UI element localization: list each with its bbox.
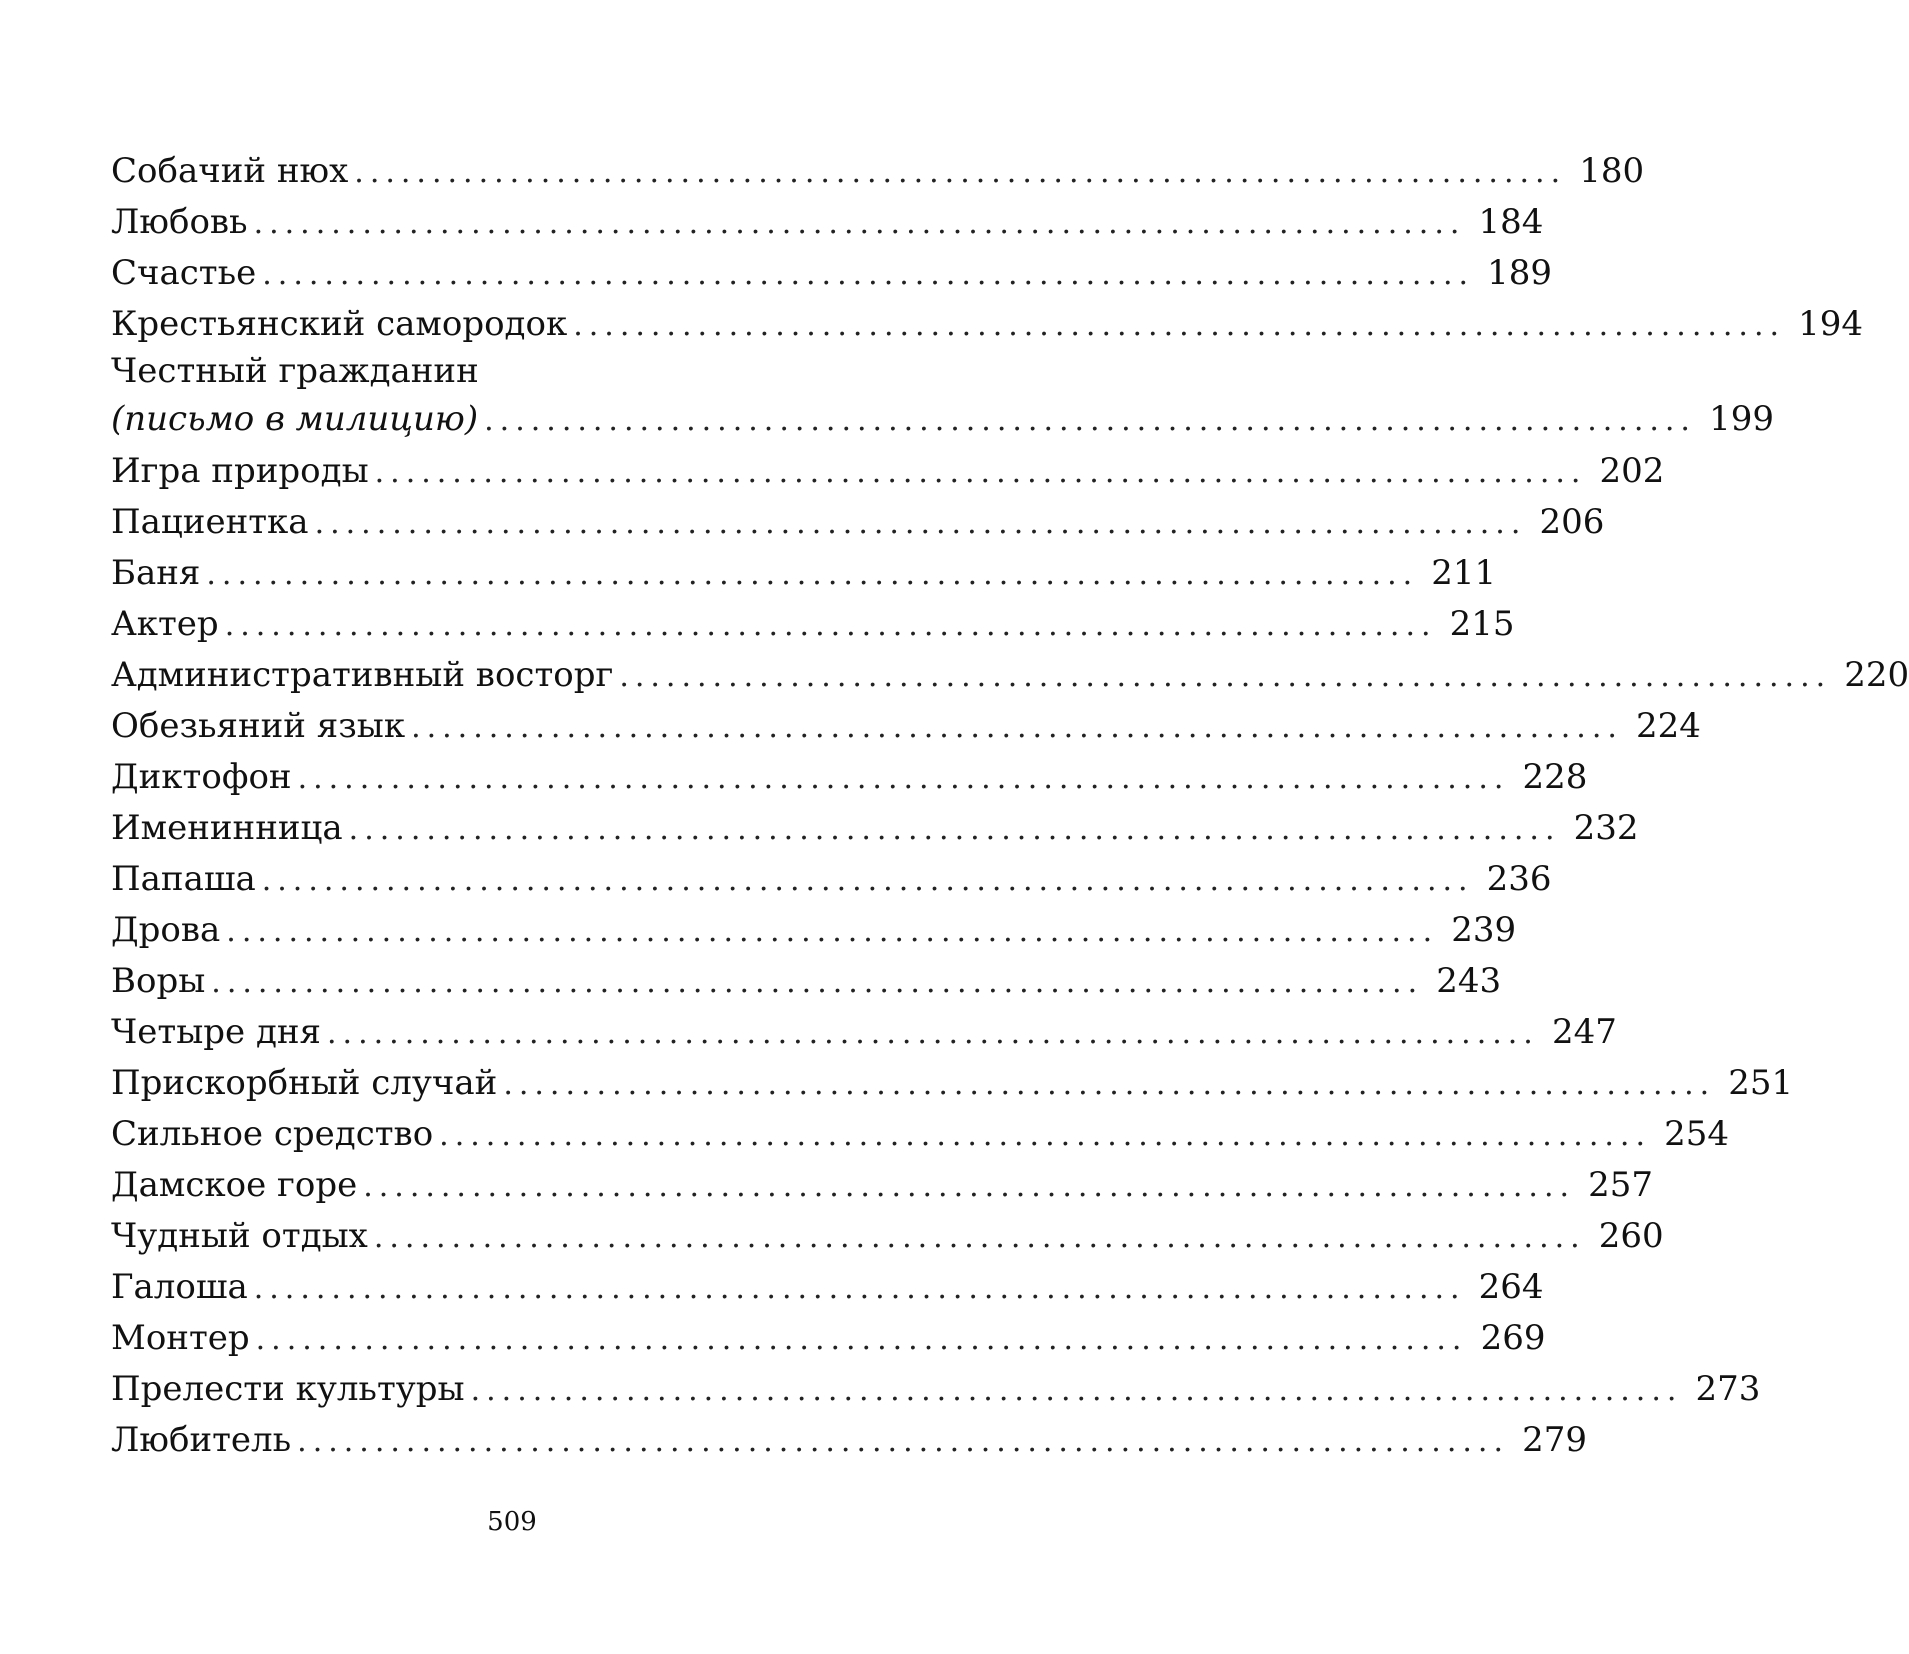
toc-entry [111, 1211, 1664, 1262]
toc-entry [111, 599, 1515, 650]
toc-leader-dots: .............................................................................. [363, 1169, 1576, 1204]
toc-entry-page: 206 [1539, 502, 1605, 542]
toc-leader-dots: .............................................................................. [211, 965, 1424, 1000]
toc-leader-dots: .............................................................................. [573, 308, 1786, 343]
toc-entry-page: 224 [1636, 706, 1701, 746]
toc-entry-title: Диктофон [111, 757, 292, 797]
toc-entry-page: 279 [1522, 1420, 1587, 1460]
toc-leader-dots: .............................................................................. [261, 863, 1474, 898]
toc-entry [111, 650, 1909, 701]
toc-entry [111, 299, 1864, 350]
toc-leader-dots: .............................................................................. [411, 710, 1623, 745]
toc-entry [111, 446, 1665, 497]
toc-entry-title: Четыре дня [111, 1012, 322, 1052]
toc-entry-title: Прискорбный случай [111, 1063, 498, 1103]
toc-leader-dots: .............................................................................. [253, 206, 1466, 241]
toc-entry-page: 199 [1709, 399, 1774, 439]
toc-leader-dots: .............................................................................. [297, 761, 1510, 796]
toc-entry-page: 247 [1551, 1012, 1617, 1052]
toc-entry [111, 1364, 1761, 1415]
toc-entry-title: Дрова [111, 910, 221, 950]
toc-entry [111, 497, 1605, 548]
toc-leader-dots: .............................................................................. [484, 403, 1696, 438]
toc-leader-dots: .............................................................................. [503, 1067, 1716, 1102]
toc-entry [111, 1262, 1544, 1313]
toc-entry-page: 254 [1664, 1114, 1729, 1154]
toc-entry-page: 180 [1579, 151, 1645, 191]
toc-entry-title: Баня [111, 553, 201, 593]
toc-entry-title: Счастье [111, 253, 257, 293]
toc-leader-dots: .............................................................................. [348, 812, 1561, 847]
toc-entry [111, 548, 1497, 599]
toc-entry-title: Обезьяний язык [111, 706, 406, 746]
toc-entry-page: 215 [1449, 604, 1515, 644]
toc-entry-page: 239 [1451, 910, 1517, 950]
toc-entry-title: Прелести культуры [111, 1369, 465, 1409]
toc-leader-dots: .............................................................................. [314, 506, 1527, 541]
toc-leader-dots: .............................................................................. [354, 155, 1567, 190]
toc-entry-title: Галоша [111, 1267, 248, 1307]
toc-entry [111, 1058, 1794, 1109]
toc-entry-page: 220 [1844, 655, 1909, 695]
toc-entry-page: 257 [1588, 1165, 1654, 1205]
toc-entry-subtitle: (письмо в милицию) [111, 399, 479, 439]
toc-leader-dots: .............................................................................. [619, 659, 1832, 694]
toc-entry-page: 211 [1431, 553, 1497, 593]
toc-entry [111, 701, 1701, 752]
toc-entry [111, 1109, 1729, 1160]
table-of-contents [111, 146, 1909, 1466]
toc-entry-title: Пациентка [111, 502, 309, 542]
toc-entry-title: Воры [111, 961, 206, 1001]
page-number: 509 [487, 1507, 537, 1537]
toc-entry-page: 184 [1478, 202, 1544, 242]
toc-leader-dots: .............................................................................. [206, 557, 1419, 592]
toc-leader-dots: .............................................................................. [255, 1322, 1468, 1357]
toc-entry [111, 350, 1774, 446]
toc-entry-title: Собачий нюх [111, 151, 349, 191]
toc-entry-title: Административный восторг [111, 655, 614, 695]
toc-entry-page: 269 [1480, 1318, 1546, 1358]
toc-entry-page: 236 [1486, 859, 1552, 899]
toc-entry-page: 228 [1522, 757, 1588, 797]
toc-leader-dots: .............................................................................. [470, 1373, 1683, 1408]
toc-entry [111, 146, 1645, 197]
toc-entry-page: 260 [1598, 1216, 1664, 1256]
toc-entry [111, 752, 1588, 803]
toc-entry-title: Любитель [111, 1420, 292, 1460]
toc-leader-dots: .............................................................................. [262, 257, 1475, 292]
toc-entry [111, 1415, 1587, 1466]
toc-entry-title: Чудный отдых [111, 1216, 368, 1256]
toc-entry-page: 264 [1478, 1267, 1544, 1307]
toc-entry-title: Крестьянский самородок [111, 304, 568, 344]
toc-entry [111, 248, 1553, 299]
toc-entry-page: 194 [1798, 304, 1864, 344]
toc-leader-dots: .............................................................................. [224, 608, 1437, 643]
toc-entry-page: 243 [1436, 961, 1502, 1001]
toc-entry-title: Именинница [111, 808, 343, 848]
toc-entry [111, 956, 1502, 1007]
toc-entry [111, 1160, 1654, 1211]
toc-entry-page: 232 [1573, 808, 1639, 848]
toc-leader-dots: .............................................................................. [327, 1016, 1539, 1051]
toc-entry-title: Сильное средство [111, 1114, 434, 1154]
toc-entry [111, 1313, 1546, 1364]
toc-leader-dots: .............................................................................. [253, 1271, 1466, 1306]
toc-leader-dots: .............................................................................. [373, 1220, 1586, 1255]
toc-entry [111, 197, 1544, 248]
toc-leader-dots: .............................................................................. [226, 914, 1439, 949]
toc-entry [111, 1007, 1617, 1058]
toc-entry [111, 854, 1552, 905]
toc-entry-page: 202 [1599, 451, 1665, 491]
toc-entry [111, 803, 1639, 854]
toc-leader-dots: .............................................................................. [297, 1424, 1509, 1459]
toc-entry-page: 189 [1487, 253, 1553, 293]
toc-leader-dots: .............................................................................. [439, 1118, 1651, 1153]
toc-leader-dots: .............................................................................. [374, 455, 1587, 490]
toc-entry [111, 905, 1517, 956]
toc-entry-title: Актер [111, 604, 219, 644]
toc-entry-title: Папаша [111, 859, 256, 899]
toc-entry-page: 273 [1695, 1369, 1761, 1409]
toc-entry-title: Любовь [111, 202, 248, 242]
toc-entry-page: 251 [1728, 1063, 1794, 1103]
toc-entry-title: Честный гражданин [111, 351, 479, 391]
toc-entry-title: Игра природы [111, 451, 369, 491]
toc-entry-title: Монтер [111, 1318, 250, 1358]
toc-entry-title: Дамское горе [111, 1165, 358, 1205]
